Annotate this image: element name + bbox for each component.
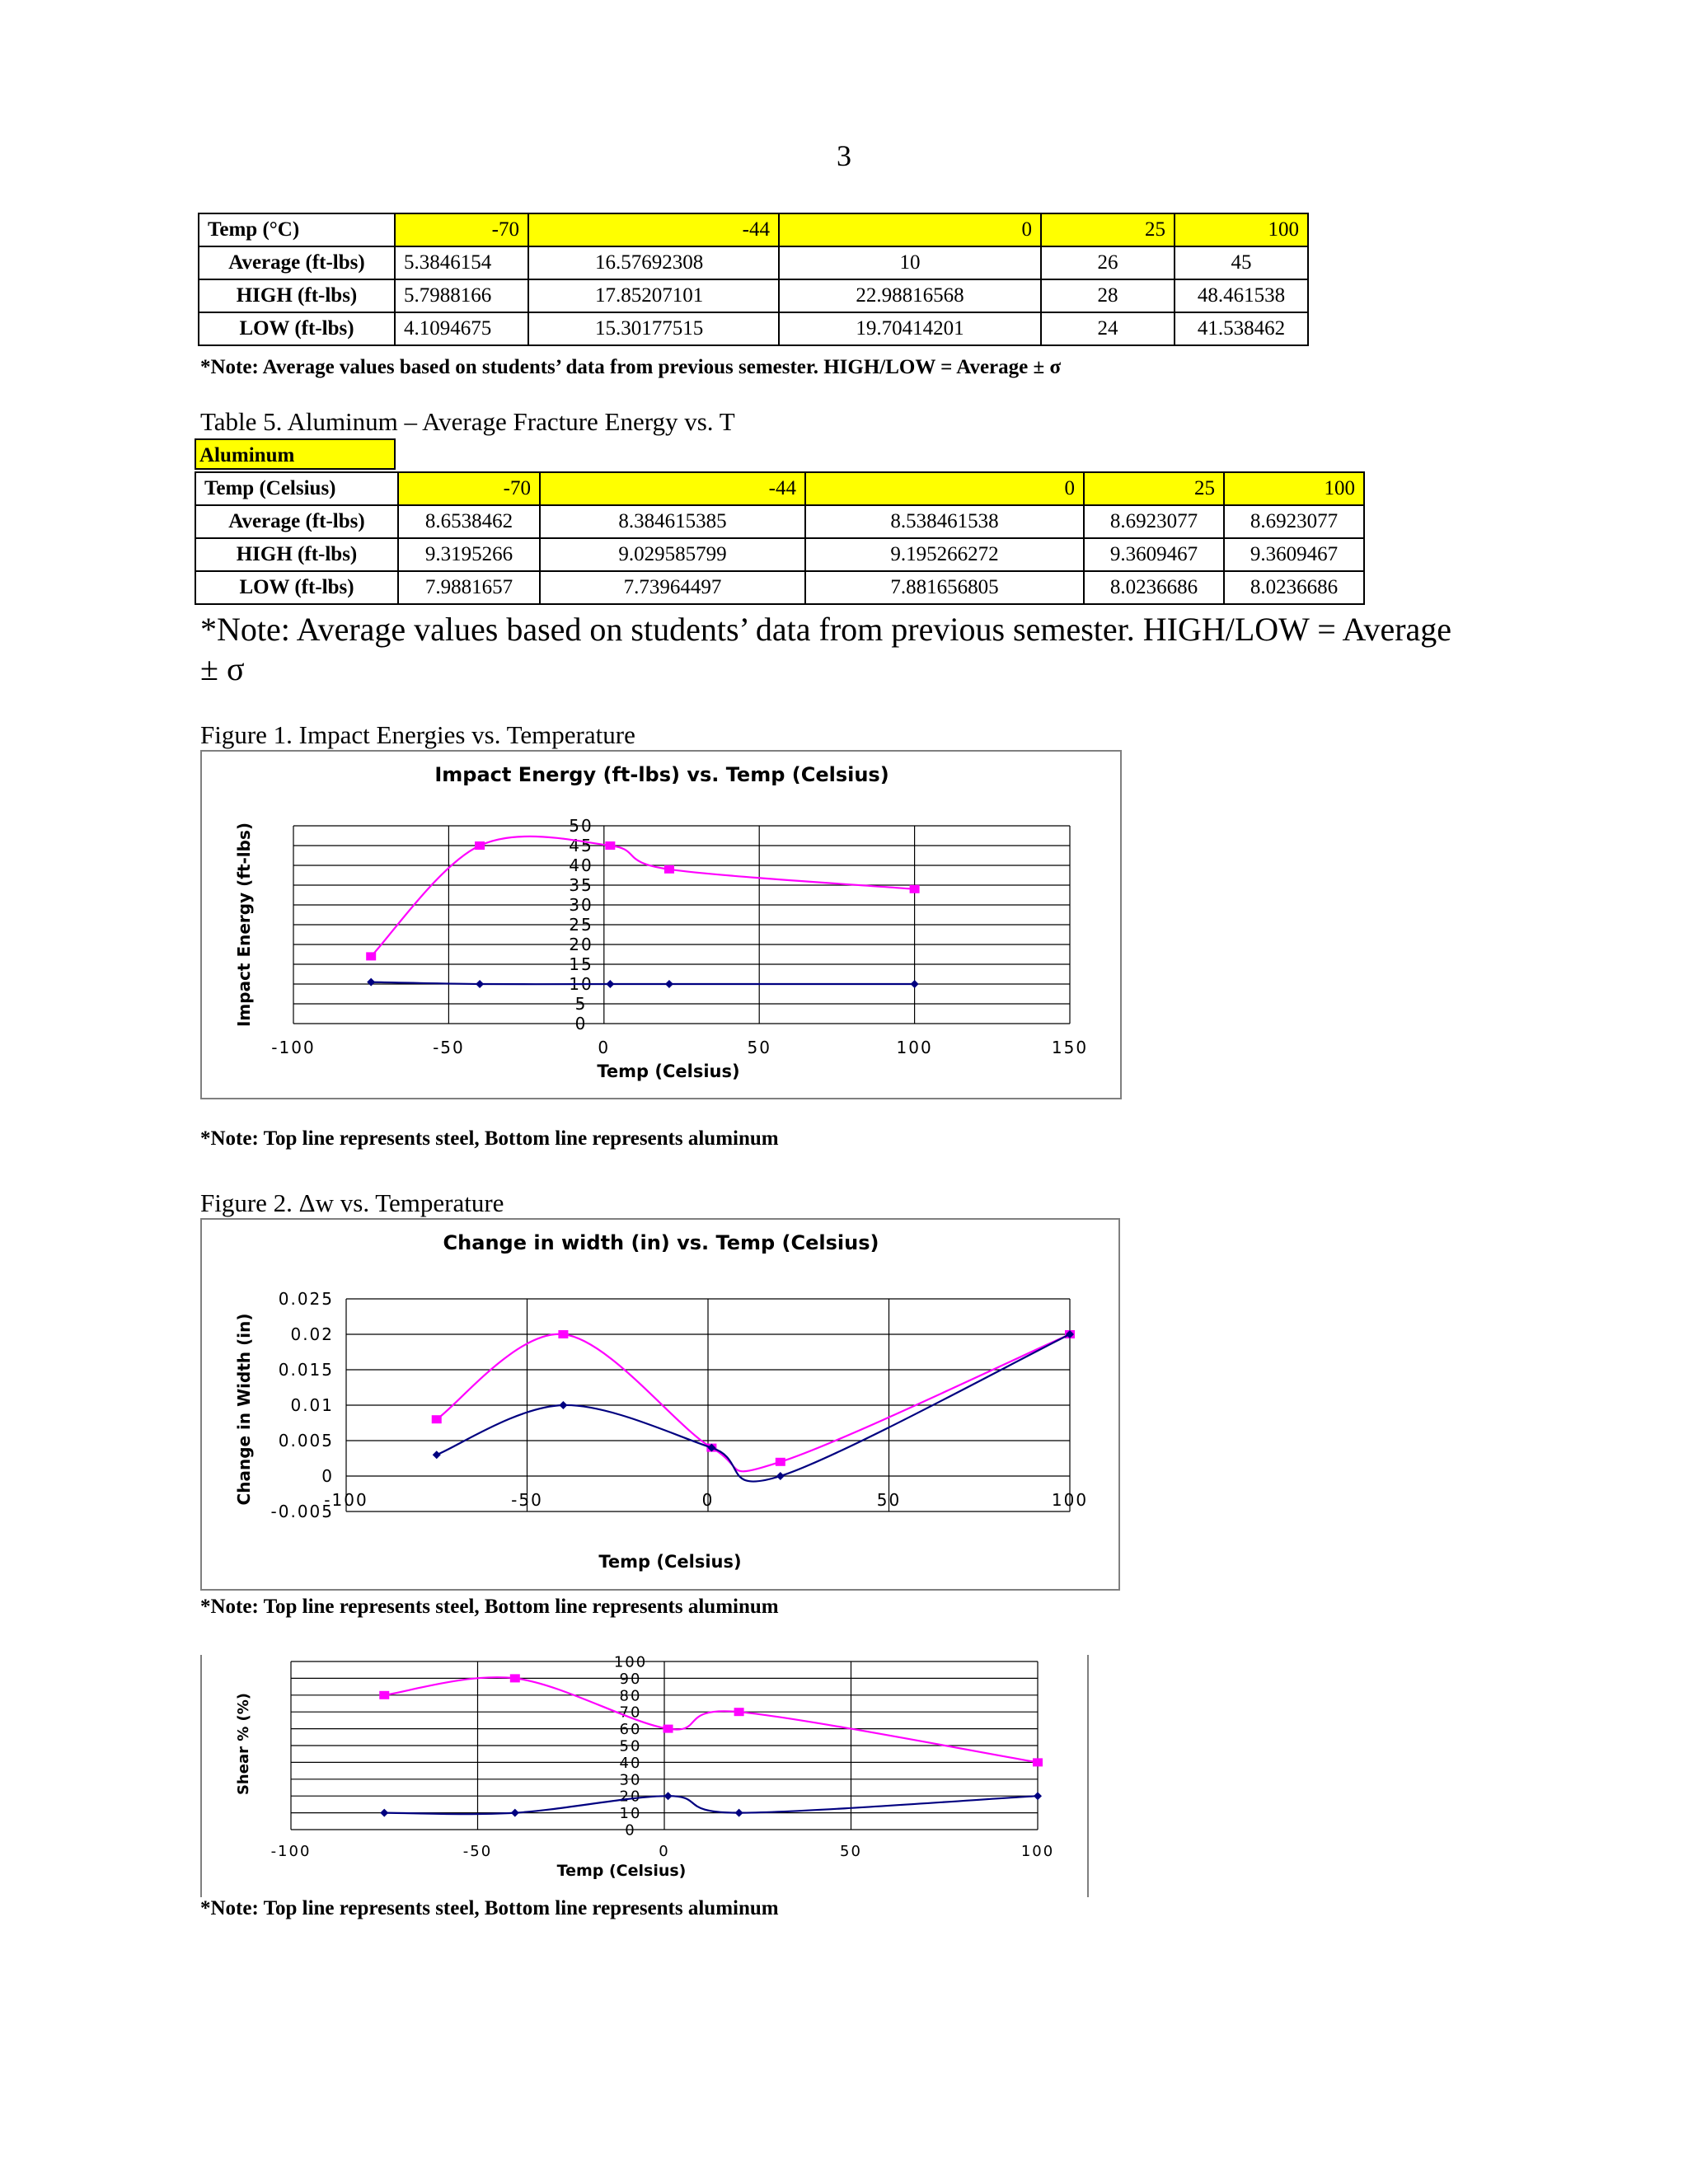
chart-series — [432, 1330, 1075, 1482]
data-point-square — [379, 1691, 389, 1699]
x-tick-label: -100 — [270, 1843, 312, 1860]
y-tick-label: 0.025 — [278, 1289, 334, 1310]
data-point-square — [605, 841, 615, 850]
chart-frame — [201, 1655, 1088, 1897]
table-row — [195, 505, 1364, 538]
data-point-diamond — [476, 980, 484, 988]
x-tick-label: 100 — [1020, 1843, 1055, 1860]
y-axis-label: Shear % (%) — [235, 1692, 252, 1796]
material-label: Aluminum — [195, 438, 396, 470]
temp-cell: -44 — [528, 213, 779, 246]
data-point-diamond — [367, 978, 375, 987]
y-tick-label: 0 — [574, 1014, 588, 1034]
y-tick-label: 45 — [569, 836, 593, 856]
steel-table — [198, 213, 1309, 346]
series-line — [437, 1334, 1070, 1472]
table-header-label: Temp (°C) — [199, 213, 395, 246]
data-point-diamond — [433, 1451, 441, 1459]
table-cell: 10 — [779, 246, 1041, 279]
table-cell: 9.195266272 — [805, 538, 1084, 571]
y-tick-label: 0.005 — [278, 1431, 334, 1451]
table-cell: 16.57692308 — [528, 246, 779, 279]
y-tick-label: 10 — [569, 974, 593, 995]
y-tick-label: 20 — [569, 935, 593, 955]
y-tick-label: 10 — [619, 1805, 642, 1823]
x-tick-label: 50 — [876, 1490, 902, 1510]
data-point-diamond — [380, 1809, 388, 1817]
table-cell: 8.0236686 — [1224, 571, 1364, 604]
temp-cell: 25 — [1084, 472, 1224, 505]
table-cell: 22.98816568 — [779, 279, 1041, 312]
table-cell: 48.461538 — [1175, 279, 1308, 312]
y-tick-label: 5 — [574, 994, 588, 1015]
data-point-square — [475, 841, 485, 850]
y-tick-label: 30 — [569, 895, 593, 916]
data-point-diamond — [911, 980, 919, 988]
chart-frame — [201, 1219, 1119, 1590]
y-tick-labels — [271, 1289, 334, 1521]
y-tick-label: 15 — [569, 954, 593, 975]
x-tick-label: 150 — [1051, 1038, 1089, 1057]
temp-cell: 100 — [1175, 213, 1308, 246]
chart-title: Impact Energy (ft-lbs) vs. Temp (Celsius) — [434, 763, 889, 786]
table-cell: 28 — [1041, 279, 1175, 312]
chart-title: Change in width (in) vs. Temp (Celsius) — [443, 1231, 879, 1254]
table-row — [199, 312, 1308, 345]
series-line — [371, 982, 914, 985]
row-label: Average (ft-lbs) — [195, 505, 398, 538]
row-label: LOW (ft-lbs) — [199, 312, 395, 345]
row-label: HIGH (ft-lbs) — [195, 538, 398, 571]
y-tick-label: 40 — [619, 1754, 642, 1772]
table-cell: 5.7988166 — [395, 279, 528, 312]
impact-energy-chart — [200, 750, 1123, 1101]
x-tick-label: -50 — [433, 1038, 465, 1057]
y-tick-label: 30 — [619, 1771, 642, 1789]
data-point-square — [776, 1458, 785, 1466]
table-row — [195, 538, 1364, 571]
table-cell: 4.1094675 — [395, 312, 528, 345]
data-point-diamond — [1034, 1792, 1042, 1800]
x-axis-label: Temp (Celsius) — [597, 1062, 740, 1081]
y-tick-label: 60 — [619, 1721, 642, 1739]
change-in-width-chart — [200, 1218, 1122, 1592]
x-axis-label: Temp (Celsius) — [598, 1552, 742, 1572]
y-tick-label: 90 — [619, 1670, 642, 1688]
table-cell: 9.029585799 — [540, 538, 805, 571]
y-tick-label: -0.005 — [270, 1502, 334, 1522]
y-tick-label: 50 — [619, 1737, 642, 1755]
table-cell: 45 — [1175, 246, 1308, 279]
table-cell: 41.538462 — [1175, 312, 1308, 345]
x-tick-label: 0 — [701, 1490, 715, 1510]
data-point-square — [558, 1330, 568, 1338]
temp-cell: 25 — [1041, 213, 1175, 246]
aluminum-table-note-line2: ± σ — [200, 650, 245, 687]
y-tick-label: 100 — [613, 1655, 648, 1671]
y-tick-label: 0.015 — [278, 1360, 334, 1380]
data-point-square — [910, 885, 920, 893]
y-tick-label: 20 — [619, 1788, 642, 1806]
steel-table-note: *Note: Average values based on students’ data from previous semester. HIGH/LOW = Average ± σ — [200, 356, 1062, 378]
y-tick-label: 70 — [619, 1704, 642, 1722]
table-cell: 9.3195266 — [398, 538, 540, 571]
table-cell: 17.85207101 — [528, 279, 779, 312]
table-row — [195, 571, 1364, 604]
data-point-square — [366, 952, 376, 960]
figure2-note: *Note: Top line represents steel, Bottom line represents aluminum — [200, 1596, 779, 1618]
row-label: LOW (ft-lbs) — [195, 571, 398, 604]
temp-cell: -44 — [540, 472, 805, 505]
y-tick-labels — [614, 1655, 647, 1839]
y-tick-label: 25 — [569, 915, 593, 935]
table-cell: 9.3609467 — [1224, 538, 1364, 571]
data-point-square — [432, 1415, 442, 1423]
data-point-diamond — [511, 1809, 519, 1817]
table-cell: 8.384615385 — [540, 505, 805, 538]
row-label: HIGH (ft-lbs) — [199, 279, 395, 312]
table-cell: 8.6923077 — [1224, 505, 1364, 538]
table-row — [199, 246, 1308, 279]
x-tick-labels — [324, 1490, 1088, 1510]
table-header-label: Temp (Celsius) — [195, 472, 398, 505]
x-tick-label: 100 — [896, 1038, 933, 1057]
y-tick-label: 40 — [569, 855, 593, 876]
data-point-diamond — [606, 980, 614, 988]
y-tick-label: 0 — [321, 1466, 334, 1487]
data-point-square — [1033, 1758, 1043, 1766]
table-row — [199, 279, 1308, 312]
figure2-caption: Figure 2. Δw vs. Temperature — [200, 1188, 504, 1217]
x-tick-label: 50 — [747, 1038, 771, 1057]
data-point-square — [663, 1725, 673, 1733]
table-cell: 7.9881657 — [398, 571, 540, 604]
temp-cell: -70 — [398, 472, 540, 505]
temp-cell: 0 — [779, 213, 1041, 246]
aluminum-table — [195, 471, 1365, 605]
table-cell: 26 — [1041, 246, 1175, 279]
x-tick-label: 100 — [1051, 1490, 1089, 1510]
chart-grid — [293, 826, 1070, 1024]
y-tick-label: 0.02 — [290, 1324, 334, 1345]
row-label: Average (ft-lbs) — [199, 246, 395, 279]
chart-grid — [346, 1299, 1070, 1511]
aluminum-table-caption: Table 5. Aluminum – Average Fracture Energy vs. T — [200, 407, 735, 436]
figure1-caption: Figure 1. Impact Energies vs. Temperature — [200, 720, 635, 749]
aluminum-table-note-line1: *Note: Average values based on students’ data from previous semester. HIGH/LOW = Average — [200, 611, 1452, 648]
x-tick-label: 0 — [598, 1038, 611, 1057]
table-cell: 24 — [1041, 312, 1175, 345]
table-cell: 7.73964497 — [540, 571, 805, 604]
table-row — [195, 472, 1364, 505]
x-tick-labels — [271, 1843, 1055, 1860]
series-line — [384, 1796, 1038, 1814]
data-point-square — [664, 865, 674, 874]
series-line — [437, 1334, 1070, 1482]
table-cell: 8.6538462 — [398, 505, 540, 538]
figure1-note: *Note: Top line represents steel, Bottom line represents aluminum — [200, 1127, 779, 1150]
table-cell: 15.30177515 — [528, 312, 779, 345]
table-cell: 7.881656805 — [805, 571, 1084, 604]
series-line — [371, 837, 914, 957]
x-axis-label: Temp (Celsius) — [556, 1862, 687, 1880]
shear-percent-chart — [200, 1655, 1090, 1899]
data-point-diamond — [665, 980, 673, 988]
table-cell: 19.70414201 — [779, 312, 1041, 345]
temp-cell: 100 — [1224, 472, 1364, 505]
table-cell: 8.0236686 — [1084, 571, 1224, 604]
temp-cell: -70 — [395, 213, 528, 246]
y-tick-label: 0.01 — [290, 1395, 334, 1416]
x-tick-label: -100 — [271, 1038, 316, 1057]
y-axis-label: Change in Width (in) — [234, 1313, 254, 1506]
page-number: 3 — [837, 139, 851, 172]
table-cell: 5.3846154 — [395, 246, 528, 279]
y-tick-label: 35 — [569, 875, 593, 896]
table-cell: 8.538461538 — [805, 505, 1084, 538]
y-tick-label: 80 — [619, 1687, 642, 1705]
x-tick-label: 50 — [840, 1843, 862, 1860]
series-line — [384, 1677, 1038, 1762]
table-cell: 9.3609467 — [1084, 538, 1224, 571]
x-tick-label: -100 — [324, 1490, 368, 1510]
y-axis-label: Impact Energy (ft-lbs) — [234, 822, 254, 1028]
chart-grid — [291, 1661, 1038, 1830]
y-tick-label: 50 — [569, 816, 593, 837]
y-tick-labels — [569, 816, 593, 1033]
x-tick-label: -50 — [511, 1490, 543, 1510]
x-tick-labels — [271, 1038, 1088, 1057]
chart-border — [201, 1219, 1119, 1590]
y-tick-label: 0 — [625, 1821, 636, 1840]
x-tick-label: 0 — [659, 1843, 670, 1860]
chart-border — [201, 1655, 1088, 1897]
x-tick-label: -50 — [462, 1843, 493, 1860]
figure3-note: *Note: Top line represents steel, Bottom line represents aluminum — [200, 1897, 779, 1919]
temp-cell: 0 — [805, 472, 1084, 505]
table-cell: 8.6923077 — [1084, 505, 1224, 538]
table-row — [199, 213, 1308, 246]
data-point-diamond — [735, 1809, 743, 1817]
data-point-diamond — [559, 1401, 567, 1409]
data-point-square — [734, 1708, 744, 1716]
data-point-diamond — [664, 1792, 673, 1800]
data-point-diamond — [776, 1472, 785, 1480]
data-point-square — [510, 1674, 520, 1682]
